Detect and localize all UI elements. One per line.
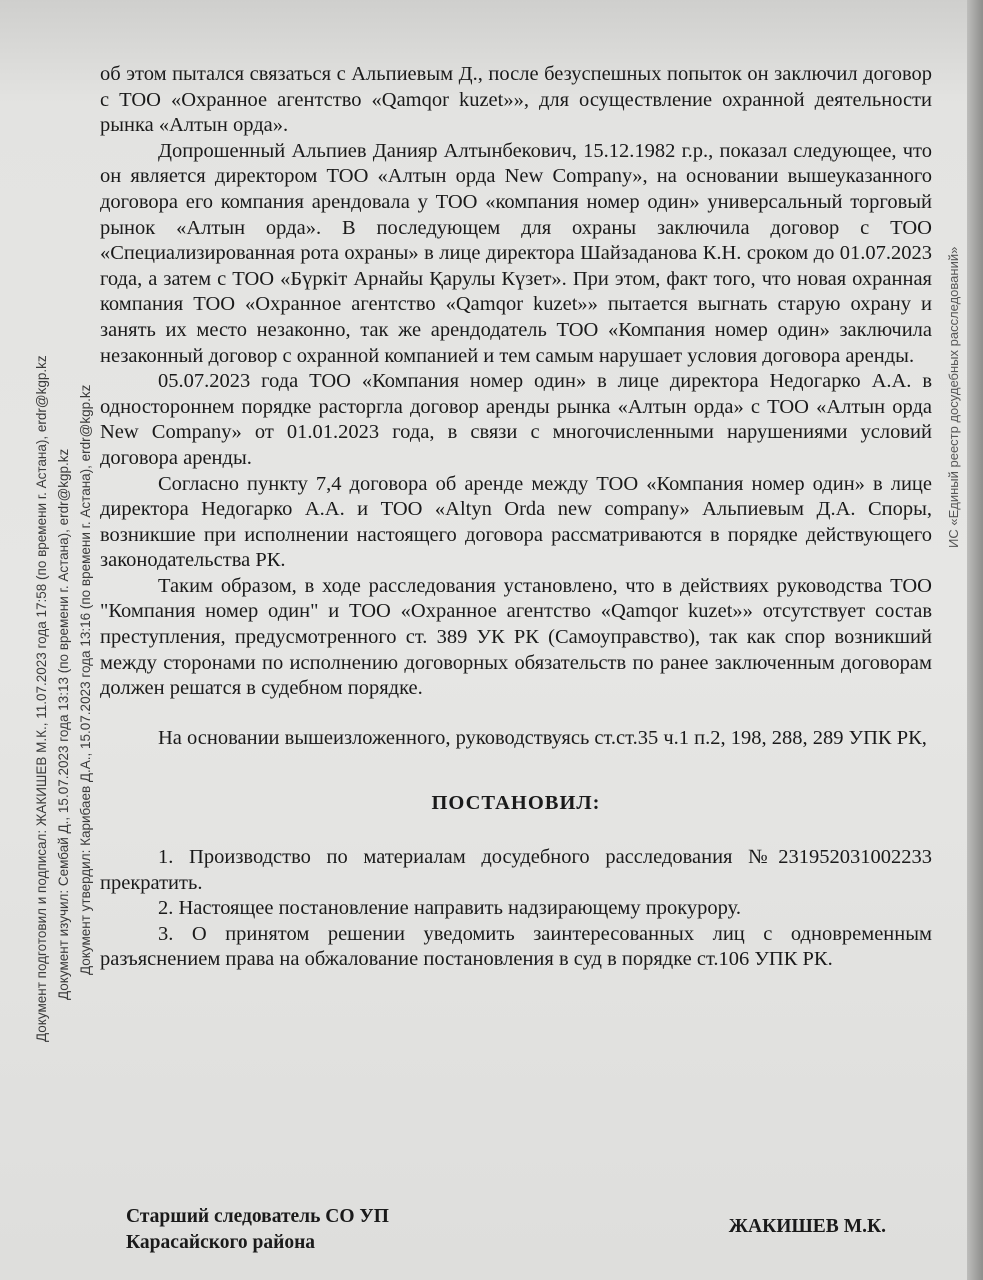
paragraph-2: Допрошенный Альпиев Данияр Алтынбекович, 15.12.1982 г.р., показал следующее, что он является директором ТОО «Алтын орда New Company», на основании вышеуказанного договора его компания арендовала у ТОО «компания номер один» универсальный торговый рынок «Алтын орда». В последующем для охраны заключила договор с ТОО «Специализированная рота охраны» в лице директора Шайзаданова К.Н. сроком до 01.07.2023 года, а затем с ТОО «Бүркіт Арнайы Қарулы Күзет». При этом, факт того, что новая охранная компания ТОО «Охранное агентство «Qamqor kuzet»» пытается выгнать старую охрану и занять их место незаконно, так же арендодатель ТОО «Компания номер один» заключила незаконный договор с охранной компанией и тем самым нарушает условия договора аренды.: [100, 139, 932, 367]
signer-name: ЖАКИШЕВ М.К.: [728, 1216, 886, 1237]
resolution-item-2: 2. Настоящее постановление направить надзирающему прокурору.: [158, 897, 741, 920]
registry-watermark: ИС «Единый реестр досудебных расследований»: [946, 246, 961, 548]
resolution-item-1: 1. Производство по материалам досудебного расследования №231952031002233 прекратить.: [100, 846, 932, 894]
paragraph-1: об этом пытался связаться с Альпиевым Д., после безуспешных попыток он заключил договор с ТОО «Охранное агентство «Qamqor kuzet»», для осуществление охранной деятельности рынка «Алтын орда».: [100, 63, 932, 137]
page-edge-shadow: [967, 0, 983, 1280]
paragraph-4: Согласно пункту 7,4 договора об аренде между ТОО «Компания номер один» в лице директора Недогарко А.А. и ТОО «Altyn Orda new company» Альпиевым Д.А. Споры, возникшие при исполнении настоящего договора рассматриваются в порядке действующего законодательства РК.: [100, 472, 932, 572]
paragraph-3: 05.07.2023 года ТОО «Компания номер один» в лице директора Недогарко А.А. в одностороннем порядке расторгла договор аренды рынка «Алтын орда» с ТОО «Алтын орда New Company» от 01.01.2023 года, в связи с многочисленными нарушениями условий договора аренды.: [100, 370, 932, 469]
signature-stamp-margin: [0, 0, 110, 1280]
signature-block: [126, 1204, 886, 1256]
paragraph-6: На основании вышеизложенного, руководствуясь ст.ст.35 ч.1 п.2, 198, 288, 289 УПК РК,: [158, 726, 927, 749]
stamp-approved-line: Документ утвердил: Карибаев Д.А., 15.07.2023 года 13:16 (по времени г. Астана), erdr@kgp.kz: [78, 384, 93, 975]
document-body: [100, 62, 932, 973]
stamp-reviewed-line: Документ изучил: Сембай Д., 15.07.2023 года 13:13 (по времени г. Астана), erdr@kgp.kz: [56, 448, 71, 1000]
signer-department: Карасайского района: [126, 1232, 316, 1253]
resolution-heading: ПОСТАНОВИЛ:: [431, 792, 601, 815]
signer-position: Старший следователь СО УП: [126, 1206, 389, 1227]
resolution-item-3: 3. О принятом решении уведомить заинтересованных лиц с одновременным разъяснением права на обжалование постановления в суд в порядке ст.106 УПК РК.: [100, 922, 932, 971]
stamp-prepared-line: Документ подготовил и подписал: ЖАКИШЕВ М.К., 11.07.2023 года 17:58 (по времени г. Астана), erdr@kgp.kz: [34, 355, 49, 1042]
paragraph-5: Таким образом, в ходе расследования установлено, что в действиях руководства ТОО "Компания номер один" и ТОО «Охранное агентство «Qamqor kuzet»» отсутствует состав преступления, предусмотренного ст. 389 УК РК (Самоуправство), так как спор возникший между сторонами по исполнению договорных обязательств по ранее заключенным договорам должен решатся в судебном порядке.: [100, 574, 932, 700]
